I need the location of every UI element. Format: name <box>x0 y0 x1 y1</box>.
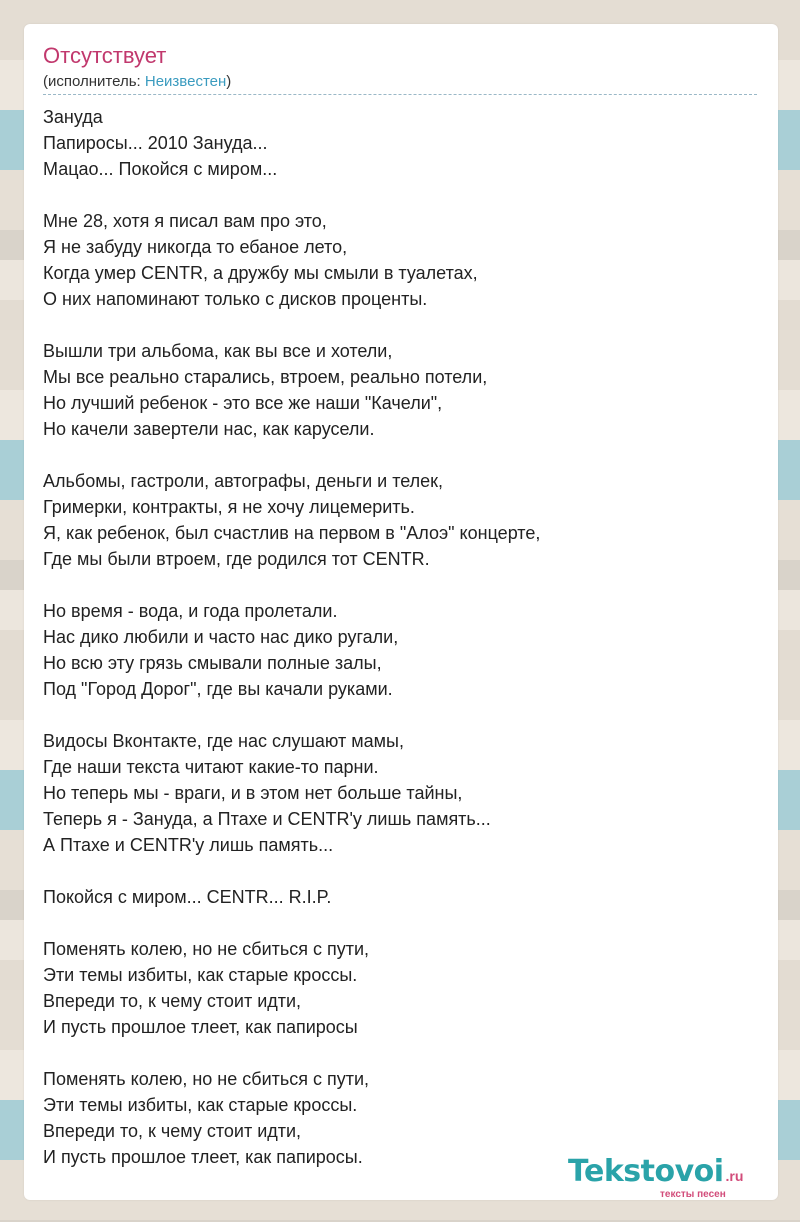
lyrics-line: Когда умер CENTR, а дружбу мы смыли в туалетах, <box>43 263 478 283</box>
song-title: Отсутствует <box>43 43 167 68</box>
lyrics-line: Но теперь мы - враги, и в этом нет больше тайны, <box>43 783 463 803</box>
lyrics-line: Видосы Вконтакте, где нас слушают мамы, <box>43 731 404 751</box>
lyrics-line: Покойся с миром... CENTR... R.I.P. <box>43 887 332 907</box>
logo-tld: .ru <box>725 1168 744 1184</box>
lyrics-line: Но лучший ребенок - это все же наши "Качели", <box>43 393 443 413</box>
lyrics-line: Я, как ребенок, был счастлив на первом в "Алоэ" концерте, <box>43 523 541 543</box>
lyrics-line: Гримерки, контракты, я не хочу лицемерить. <box>43 497 415 517</box>
lyrics-line: Мацао... Покойся с миром... <box>43 159 278 179</box>
lyrics-stanza <box>43 468 758 572</box>
lyrics-line: Под "Город Дорог", где вы качали руками. <box>43 679 393 699</box>
artist-prefix: (исполнитель: <box>43 73 145 90</box>
lyrics-line: Впереди то, к чему стоит идти, <box>43 1121 302 1141</box>
artist-line <box>43 72 231 92</box>
lyrics-line: Где мы были втроем, где родился тот CENTR. <box>43 549 430 569</box>
lyrics-line: Где наши текста читают какие-то парни. <box>43 757 379 777</box>
lyrics-line: Вышли три альбома, как вы все и хотели, <box>43 341 393 361</box>
lyrics-line: Эти темы избиты, как старые кроссы. <box>43 1095 358 1115</box>
logo-tagline: тексты песен <box>660 1189 726 1200</box>
artist-link[interactable]: Неизвестен <box>144 73 227 90</box>
lyrics-stanza <box>43 884 758 910</box>
lyrics-line: Поменять колею, но не сбиться с пути, <box>43 939 370 959</box>
lyrics-line: Зануда <box>43 107 103 127</box>
title-divider <box>43 94 757 95</box>
lyrics-line: О них напоминают только с дисков проценты. <box>43 289 428 309</box>
lyrics-stanza <box>43 598 758 702</box>
lyrics-line: Теперь я - Зануда, а Птахе и CENTR'у лишь память... <box>43 809 491 829</box>
lyrics-body <box>43 104 758 1196</box>
lyrics-line: А Птахе и CENTR'у лишь память... <box>43 835 334 855</box>
lyrics-line: Эти темы избиты, как старые кроссы. <box>43 965 358 985</box>
lyrics-line: Мы все реально старались, втроем, реально потели, <box>43 367 488 387</box>
logo-wordmark: Tekstovoi <box>568 1154 724 1189</box>
lyrics-line: Нас дико любили и часто нас дико ругали, <box>43 627 399 647</box>
lyrics-line: Я не забуду никогда то ебаное лето, <box>43 237 348 257</box>
lyrics-line: Альбомы, гастроли, автографы, деньги и телек, <box>43 471 444 491</box>
lyrics-stanza <box>43 338 758 442</box>
lyrics-card <box>24 24 778 1200</box>
lyrics-line: И пусть прошлое тлеет, как папиросы <box>43 1017 358 1037</box>
lyrics-line: Папиросы... 2010 Зануда... <box>43 133 268 153</box>
lyrics-line: И пусть прошлое тлеет, как папиросы. <box>43 1147 363 1167</box>
lyrics-line: Поменять колею, но не сбиться с пути, <box>43 1069 370 1089</box>
lyrics-line: Но качели завертели нас, как карусели. <box>43 419 375 439</box>
lyrics-stanza <box>43 208 758 312</box>
lyrics-stanza <box>43 936 758 1040</box>
lyrics-line: Но всю эту грязь смывали полные залы, <box>43 653 382 673</box>
lyrics-line: Впереди то, к чему стоит идти, <box>43 991 302 1011</box>
lyrics-line: Но время - вода, и года пролетали. <box>43 601 338 621</box>
artist-suffix: ) <box>226 73 232 90</box>
lyrics-line: Мне 28, хотя я писал вам про это, <box>43 211 327 231</box>
site-logo[interactable] <box>568 1156 778 1202</box>
lyrics-stanza <box>43 104 758 182</box>
lyrics-stanza <box>43 728 758 858</box>
